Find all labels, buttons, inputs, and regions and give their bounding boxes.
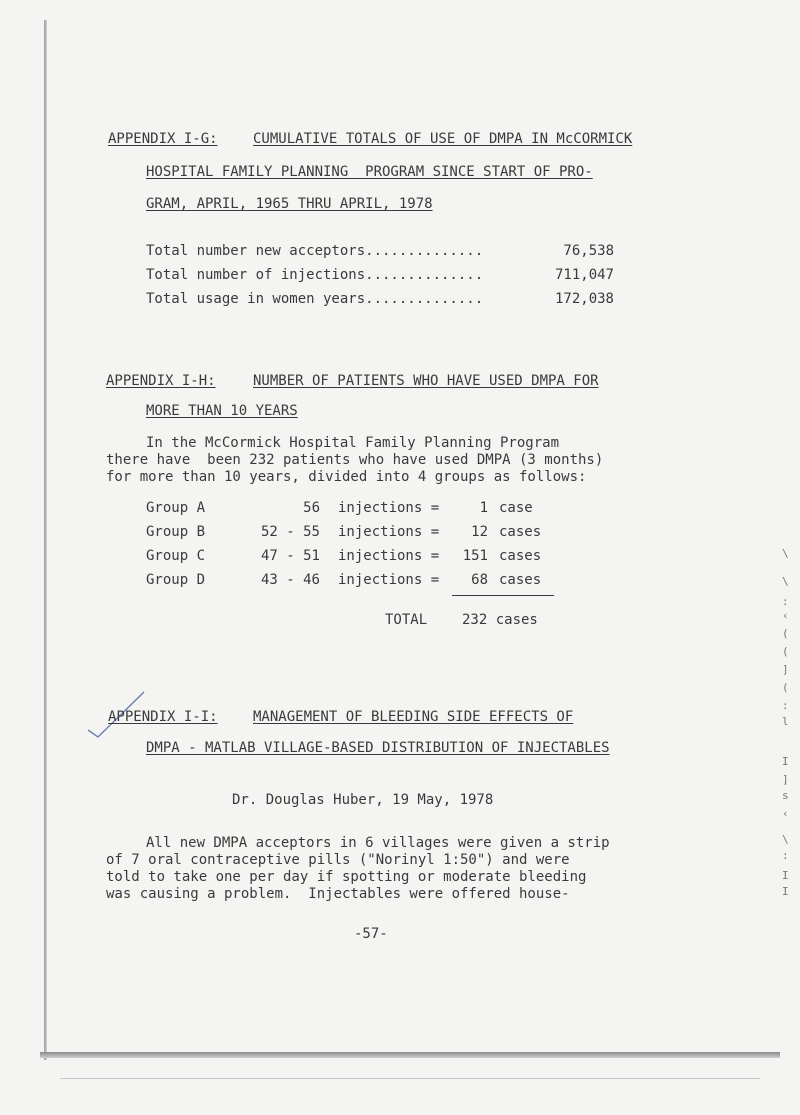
group-case-count: 12 xyxy=(471,524,488,540)
totals-row-label: Total number of injections.............. xyxy=(146,267,484,283)
appendix-i-title-line1: MANAGEMENT OF BLEEDING SIDE EFFECTS OF xyxy=(253,709,574,725)
document-page: \ \ : ‹ ( ( ] ( : l I ] s ‹ \ : I I APPENDIX I-G: CUMULATIVE TOTALS OF USE OF DMPA IN McCORMICK HOSPITAL FAMILY PLANNING PROGRAM SINCE START OF PRO- GRAM, APRIL, 1965 THRU APRIL, 1978 Total number new acceptors.............. 76,538 Total number of injections.............. 711,047 Total usage in women years.............. 172,038 APPENDIX I-H: NUMBER OF PATIENTS WHO HAVE USED DMPA FOR MORE THAN 10 YEARS In the McCormick Hospital Family Planning Program there have been 232 patients who have used DMPA (3 months) for more than 10 years, divided into 4 groups as follows: Group A 56 injections = 1 case Group B 52 - 55 injections = 12 cases Group C 47 - 51 injections = 151 cases Group D 43 - 46 injections = 68 cases TOTAL 232 cases APPENDIX I-I: MANAGEMENT OF BLEEDING SIDE EFFECTS OF DMPA - MATLAB VILLAGE-BASED DISTRIBUTION OF INJECTABLES Dr. Douglas Huber, 19 May, 1978 All new DMPA acceptors in 6 villages were given a strip of 7 oral contraceptive pills ("Norinyl 1:50") and were told to take one per day if spotting or moderate bleeding was causing a problem. Injectables were offered house- -57- xyxy=(0,0,800,1115)
group-injections-word: injections = xyxy=(338,548,440,564)
appendix-g-title-line1: CUMULATIVE TOTALS OF USE OF DMPA IN McCORMICK xyxy=(253,131,633,147)
appendix-h-paragraph-line1: In the McCormick Hospital Family Planning Program xyxy=(146,435,560,451)
totals-row-label: Total number new acceptors.............. xyxy=(146,243,484,259)
group-name: Group B xyxy=(146,524,206,540)
appendix-h-title-line1: NUMBER OF PATIENTS WHO HAVE USED DMPA FOR xyxy=(253,373,599,389)
sum-rule xyxy=(452,595,554,596)
page-bottom-edge xyxy=(40,1052,780,1058)
group-case-unit: cases xyxy=(499,572,542,588)
group-name: Group D xyxy=(146,572,206,588)
group-injection-range: 43 - 46 xyxy=(260,572,320,588)
appendix-h-label: APPENDIX I-H: xyxy=(106,373,216,389)
appendix-i-paragraph-line2: of 7 oral contraceptive pills ("Norinyl 1:50") and were xyxy=(106,852,570,868)
appendix-i-paragraph-line4: was causing a problem. Injectables were offered house- xyxy=(106,886,570,902)
group-case-unit: cases xyxy=(499,548,542,564)
group-name: Group A xyxy=(146,500,206,516)
totals-row-value: 172,038 xyxy=(554,291,614,307)
group-case-unit: case xyxy=(499,500,533,516)
appendix-g-title-line3: GRAM, APRIL, 1965 THRU APRIL, 1978 xyxy=(146,196,433,212)
binding-margin-line xyxy=(44,20,47,1060)
group-injections-word: injections = xyxy=(338,500,440,516)
appendix-h-paragraph-line2: there have been 232 patients who have used DMPA (3 months) xyxy=(106,452,604,468)
group-injections-word: injections = xyxy=(338,572,440,588)
totals-row-label: Total usage in women years.............. xyxy=(146,291,484,307)
appendix-i-paragraph-line3: told to take one per day if spotting or moderate bleeding xyxy=(106,869,587,885)
total-label: TOTAL xyxy=(385,612,428,628)
page-bottom-edge-faint xyxy=(60,1078,760,1079)
appendix-i-paragraph-line1: All new DMPA acceptors in 6 villages were given a strip xyxy=(146,835,610,851)
appendix-g-label: APPENDIX I-G: xyxy=(108,131,218,147)
group-injections-word: injections = xyxy=(338,524,440,540)
page-number: -57- xyxy=(354,926,388,942)
group-case-count: 151 xyxy=(462,548,488,564)
byline: Dr. Douglas Huber, 19 May, 1978 xyxy=(232,792,494,808)
group-case-unit: cases xyxy=(499,524,542,540)
appendix-i-label: APPENDIX I-I: xyxy=(108,709,218,725)
totals-row-value: 711,047 xyxy=(554,267,614,283)
totals-row-value: 76,538 xyxy=(563,243,614,259)
group-case-count: 68 xyxy=(471,572,488,588)
appendix-i-title-line2: DMPA - MATLAB VILLAGE-BASED DISTRIBUTION OF INJECTABLES xyxy=(146,740,610,756)
appendix-g-title-line2: HOSPITAL FAMILY PLANNING PROGRAM SINCE START OF PRO- xyxy=(146,164,593,180)
group-injection-range: 52 - 55 xyxy=(260,524,320,540)
group-injection-range: 47 - 51 xyxy=(260,548,320,564)
total-value: 232 cases xyxy=(462,612,538,628)
group-name: Group C xyxy=(146,548,206,564)
group-case-count: 1 xyxy=(479,500,488,516)
group-injection-range: 56 xyxy=(303,500,320,516)
appendix-h-paragraph-line3: for more than 10 years, divided into 4 groups as follows: xyxy=(106,469,587,485)
appendix-h-title-line2: MORE THAN 10 YEARS xyxy=(146,403,298,419)
